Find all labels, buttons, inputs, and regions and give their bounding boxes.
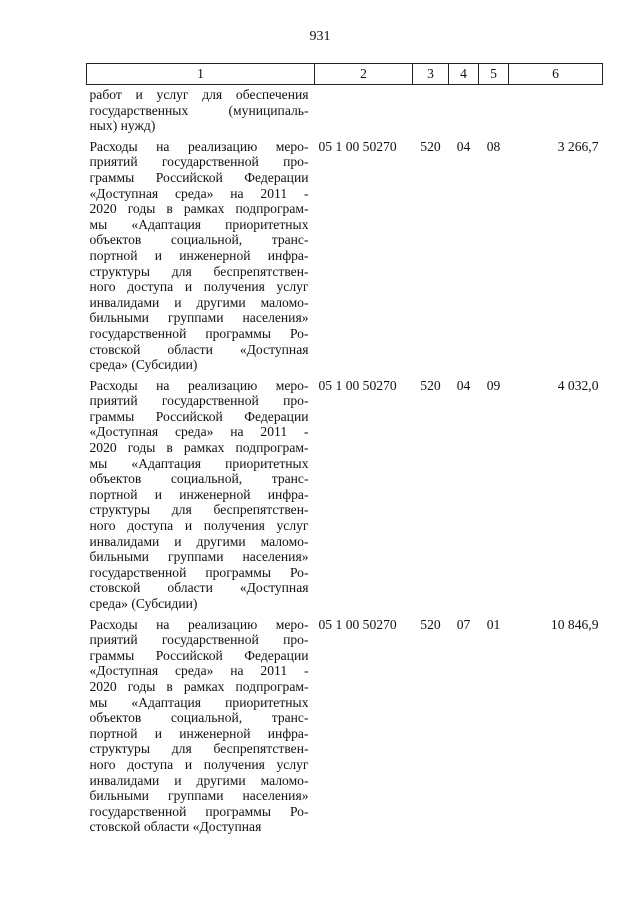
description-line: мы «Адаптация приоритетных: [89, 694, 309, 710]
amount-value: 4 032,0: [557, 377, 599, 393]
description-line: 2020 годы в рамках подпрограм-: [89, 678, 309, 694]
subsection-code: 01: [486, 616, 501, 632]
description-line: Расходы на реализацию меро-: [89, 377, 309, 393]
table-row: [87, 85, 603, 137]
description-line: «Доступная среда» на 2011 -: [89, 185, 309, 201]
description-line: работ и услуг для обеспечения: [89, 87, 309, 102]
description-line: государственной программы Ро-: [89, 803, 309, 819]
description-line: портной и инженерной инфра-: [89, 247, 309, 263]
description-line: бильными группами населения»: [89, 788, 309, 804]
column-header: 5: [479, 64, 509, 85]
expense-description: [87, 85, 315, 137]
column-header: 3: [413, 64, 449, 85]
description-line: бильными группами населения»: [89, 310, 309, 326]
expense-description: [87, 615, 315, 838]
description-line: объектов социальной, транс-: [89, 710, 309, 726]
description-line: бильными группами населения»: [89, 549, 309, 565]
page-number: 931: [309, 29, 331, 44]
description-line: Расходы на реализацию меро-: [89, 616, 309, 632]
column-header: 2: [315, 64, 413, 85]
description-line: среда» (Субсидии): [89, 596, 198, 611]
description-line: инвалидами и другими маломо-: [89, 294, 309, 310]
section-code: 07: [456, 616, 471, 632]
section-code: 04: [456, 138, 471, 154]
expense-type-code: 520: [420, 377, 441, 393]
target-article-code: 05 1 00 50270: [318, 138, 397, 154]
description-line: портной и инженерной инфра-: [89, 486, 309, 502]
description-line: стовской области «Доступная: [89, 819, 262, 835]
description-line: государственной программы Ро-: [89, 564, 309, 580]
column-header: 6: [509, 64, 603, 85]
description-line: структуры для беспрепятствен-: [89, 263, 309, 279]
target-article-code: 05 1 00 50270: [318, 616, 397, 632]
description-line: ного доступа и получения услуг: [89, 279, 309, 295]
description-line: граммы Российской Федерации: [89, 169, 309, 185]
description-line: «Доступная среда» на 2011 -: [89, 424, 309, 440]
description-line: «Доступная среда» на 2011 -: [89, 663, 309, 679]
description-line: стовской области «Доступная: [89, 580, 309, 596]
table-row: [87, 615, 603, 838]
description-line: 2020 годы в рамках подпрограм-: [89, 440, 309, 456]
section-code: [449, 85, 479, 137]
table-row: [87, 376, 603, 615]
description-line: граммы Российской Федерации: [89, 408, 309, 424]
amount-value: [509, 85, 603, 137]
subsection-code: 08: [486, 138, 501, 154]
description-line: приятий государственной про-: [89, 632, 309, 648]
description-line: структуры для беспрепятствен-: [89, 741, 309, 757]
description-line: граммы Российской Федерации: [89, 647, 309, 663]
expense-description: [87, 137, 315, 376]
expense-type-code: 520: [420, 138, 441, 154]
description-line: портной и инженерной инфра-: [89, 725, 309, 741]
column-header: 4: [449, 64, 479, 85]
description-line: государственной программы Ро-: [89, 325, 309, 341]
description-line: государственных (муниципаль-: [89, 102, 309, 118]
target-article-code: 05 1 00 50270: [318, 377, 397, 393]
section-code: 04: [456, 377, 471, 393]
description-line: объектов социальной, транс-: [89, 232, 309, 248]
description-line: среда» (Субсидии): [89, 357, 198, 373]
expense-type-code: 520: [420, 616, 441, 632]
description-line: инвалидами и другими маломо-: [89, 533, 309, 549]
subsection-code: [479, 85, 509, 137]
description-line: Расходы на реализацию меро-: [89, 138, 309, 154]
description-line: ных) нужд): [89, 118, 156, 134]
description-line: структуры для беспрепятствен-: [89, 502, 309, 518]
expense-description: [87, 376, 315, 615]
description-line: мы «Адаптация приоритетных: [89, 455, 309, 471]
table-row: [87, 137, 603, 376]
description-line: объектов социальной, транс-: [89, 471, 309, 487]
description-line: 2020 годы в рамках подпрограм-: [89, 201, 309, 217]
description-line: мы «Адаптация приоритетных: [89, 216, 309, 232]
description-line: стовской области «Доступная: [89, 341, 309, 357]
description-line: ного доступа и получения услуг: [89, 518, 309, 534]
column-header: 1: [87, 64, 315, 85]
description-line: приятий государственной про-: [89, 154, 309, 170]
description-line: ного доступа и получения услуг: [89, 756, 309, 772]
budget-table: [86, 63, 603, 838]
amount-value: 3 266,7: [557, 138, 599, 154]
table-header-row: [87, 64, 603, 85]
expense-type-code: [413, 85, 449, 137]
description-line: приятий государственной про-: [89, 393, 309, 409]
amount-value: 10 846,9: [550, 616, 599, 632]
description-line: инвалидами и другими маломо-: [89, 772, 309, 788]
subsection-code: 09: [486, 377, 501, 393]
target-article-code: [315, 85, 413, 137]
table-body: [87, 85, 603, 838]
